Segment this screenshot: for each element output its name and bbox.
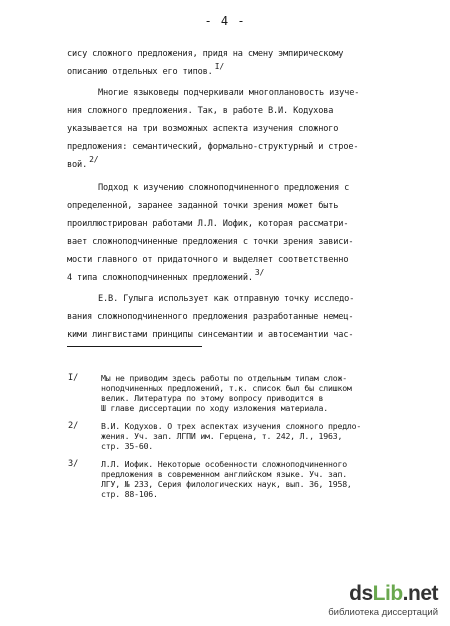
footnote-number: 2/ <box>68 421 79 431</box>
footnote-line: стр. 35-60. <box>101 441 154 451</box>
body-line-text: мости главного от придаточного и выделяет соответственно <box>67 255 349 265</box>
body-line <box>67 219 348 229</box>
body-line-text: кими лингвистами принципы синсемантии и автосемантии час- <box>67 330 354 340</box>
logo-lib-text: Lib <box>372 582 403 605</box>
footnote-line: Ш главе диссертации по ходу изложения материала. <box>101 403 329 413</box>
footnote-line: Мы не приводим здесь работы по отдельным типам слож- <box>101 373 347 383</box>
footnote-line: стр. 88-106. <box>101 489 158 499</box>
body-line-text: указывается на три возможных аспекта изучения сложного <box>67 124 339 134</box>
footnote-line: В.И. Кодухов. О трех аспектах изучения сложного предло- <box>101 421 362 431</box>
body-line <box>67 268 265 283</box>
body-line <box>67 62 225 77</box>
body-line-text: описанию отдельных его типов. <box>67 67 213 77</box>
footnote-line: Л.Л. Иофик. Некоторые особенности сложноподчиненного <box>101 459 347 469</box>
dslib-logo <box>349 582 438 606</box>
body-line <box>67 255 348 265</box>
footnote-ref: 3/ <box>254 268 265 277</box>
body-line-text: вает сложноподчиненные предложения с точки зрения зависи- <box>67 237 354 247</box>
body-line <box>98 294 354 304</box>
watermark-subtitle: библиотека диссертаций <box>328 607 438 618</box>
body-line <box>98 88 359 98</box>
body-line <box>67 201 338 211</box>
footnote-number: I/ <box>68 373 79 383</box>
footnote-line: ноподчиненных предложений, т.к. список был бы слишком <box>101 383 352 393</box>
body-line-text: ния сложного предложения. Так, в работе В.И. Кодухова <box>67 106 334 116</box>
body-line-text: Подход к изучению сложноподчиненного предложения с <box>98 183 350 193</box>
body-line <box>67 237 353 247</box>
body-line <box>67 49 343 59</box>
footnote-separator <box>67 346 202 347</box>
body-line-text: вания сложноподчиненного предложения разработанные немец- <box>67 312 354 322</box>
body-line <box>67 124 338 134</box>
body-line-text: проиллюстрирован работами Л.Л. Иофик, которая рассматри- <box>67 219 349 229</box>
body-line-text: Многие языковеды подчеркивали многоплановость изуче- <box>98 88 360 98</box>
footnote-line: велик. Литература по этому вопросу приводится в <box>101 393 324 403</box>
logo-net-text: .net <box>402 582 438 605</box>
logo-ds-text: ds <box>349 582 373 605</box>
body-line <box>67 106 333 116</box>
body-line <box>67 155 99 170</box>
body-line-text: сису сложного предложения, придя на смену эмпирическому <box>67 49 344 59</box>
body-line-text: 4 типа сложноподчиненных предложений. <box>67 273 253 283</box>
body-line <box>67 142 358 152</box>
footnote-ref: 2/ <box>89 155 99 164</box>
footnote-line: ЛГУ, № 233, Серия филологических наук, вып. 36, 1958, <box>101 479 352 489</box>
body-line <box>98 183 349 193</box>
body-line-text: Е.В. Гулыга использует как отправную точку исследо- <box>98 294 355 304</box>
footnote-line: жения. Уч. зап. ЛГПИ им. Герцена, т. 242, Л., 1963, <box>101 431 343 441</box>
footnote-ref: I/ <box>214 62 225 71</box>
body-line-text: определенной, заранее заданной точки зрения может быть <box>67 201 339 211</box>
page-number: - 4 - <box>204 14 246 28</box>
body-line <box>67 330 353 340</box>
body-line-text: предложения: семантический, формально-структурный и строе- <box>67 142 359 152</box>
footnote-line: предложения в современном английском языке. Уч. зап. <box>101 469 347 479</box>
body-line-text: вой. <box>67 160 88 170</box>
footnote-number: 3/ <box>68 459 79 469</box>
dslib-watermark[interactable] <box>328 582 438 618</box>
body-line <box>67 312 353 322</box>
